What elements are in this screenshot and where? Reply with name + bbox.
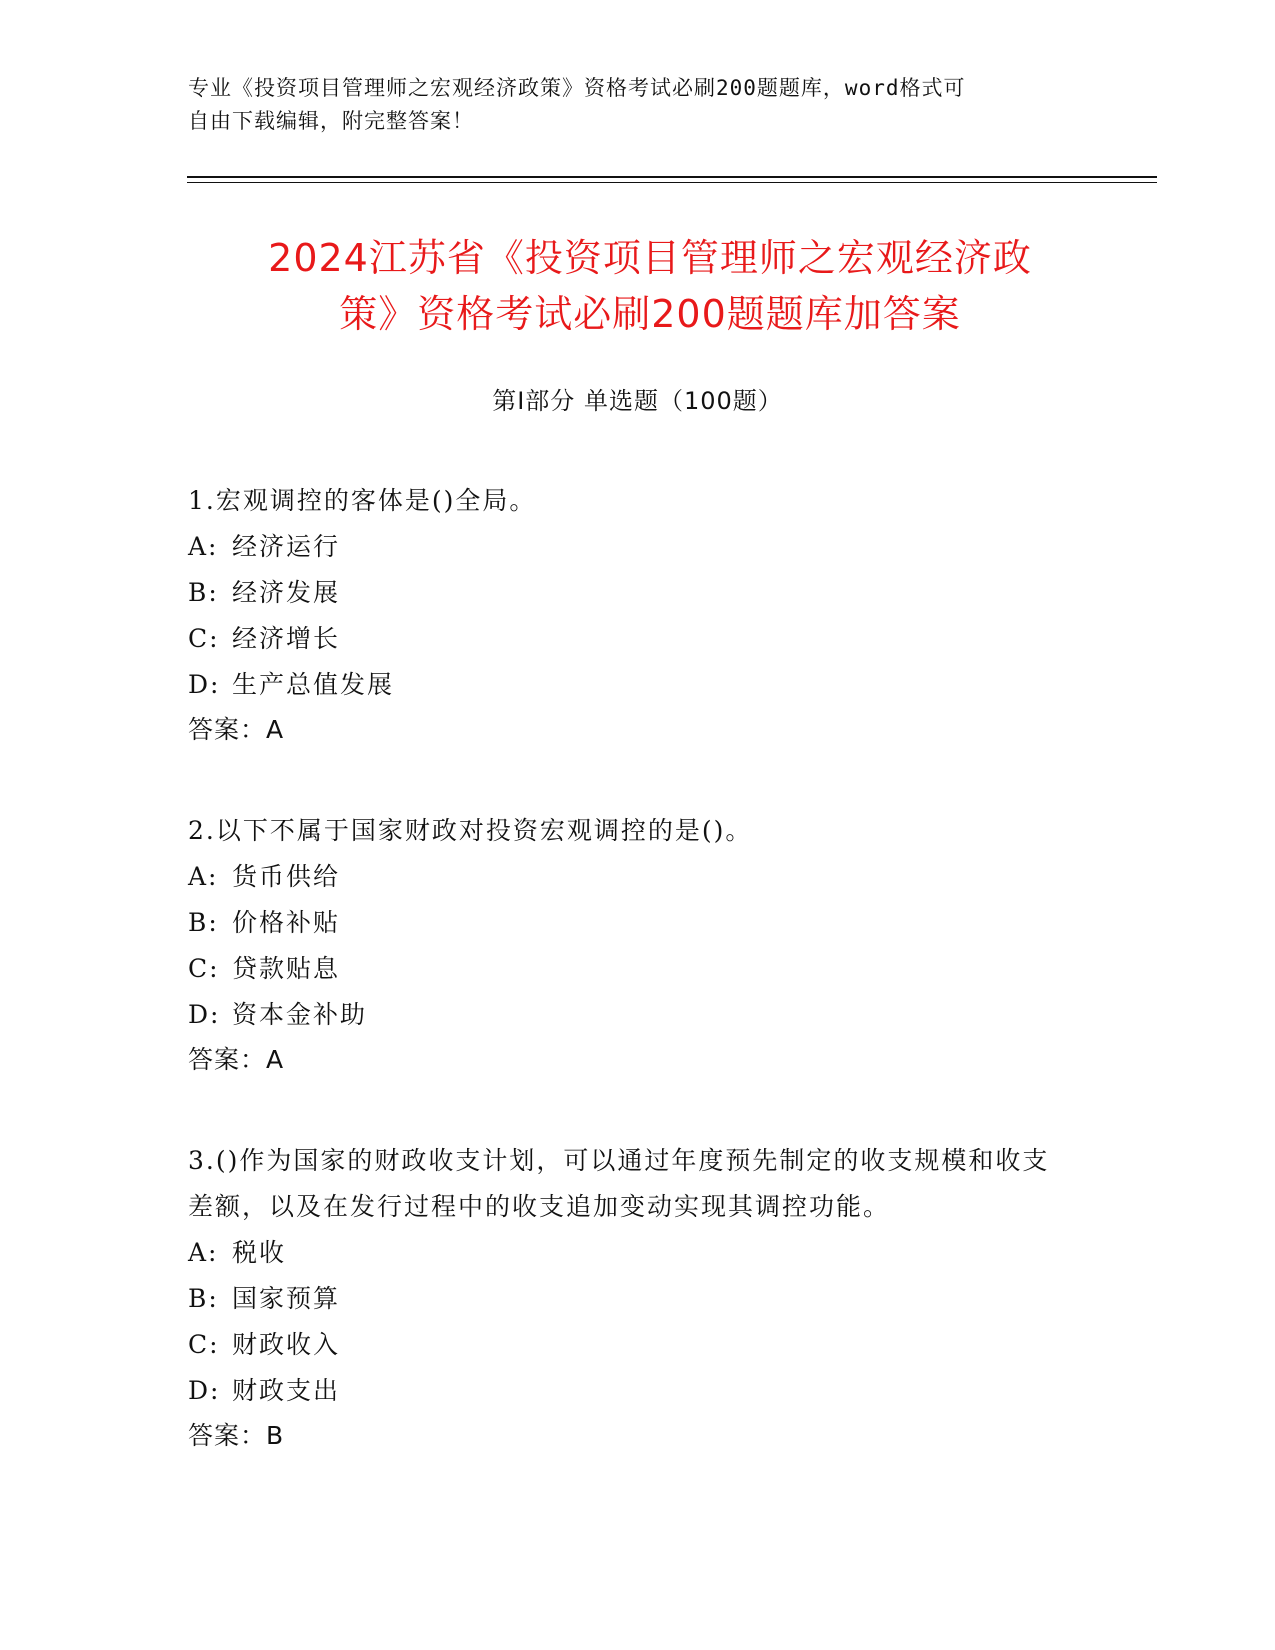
option-d: [188, 992, 1068, 1038]
option-key: C:: [188, 1330, 220, 1359]
answer-line: 答案：A: [188, 1045, 285, 1074]
option-text: 经济发展: [232, 578, 341, 607]
option-c: [188, 946, 1068, 992]
question-stem: 2.以下不属于国家财政对投资宏观调控的是()。: [188, 816, 753, 845]
option-text: 税收: [232, 1238, 287, 1267]
option-key: B:: [188, 908, 219, 937]
option-text: 经济增长: [232, 624, 341, 653]
answer-line: 答案：B: [188, 1421, 285, 1450]
option-key: B:: [188, 1284, 219, 1313]
question-stem: 1.宏观调控的客体是()全局。: [188, 486, 537, 515]
question-2: [188, 808, 1068, 1082]
document-intro: [188, 72, 1068, 138]
answer-line: 答案：A: [188, 715, 285, 744]
option-key: C:: [188, 624, 220, 653]
option-text: 生产总值发展: [232, 670, 395, 699]
option-text: 经济运行: [232, 532, 341, 561]
option-d: [188, 662, 1068, 708]
section-heading: 第Ⅰ部分 单选题（100题）: [492, 387, 783, 415]
option-a: [188, 1230, 1068, 1276]
option-a: [188, 524, 1068, 570]
option-d: [188, 1368, 1068, 1414]
intro-line-2: 自由下载编辑，附完整答案！: [188, 109, 474, 133]
option-text: 贷款贴息: [232, 954, 341, 983]
title-line-2: 策》资格考试必刷200题题库加答案: [339, 292, 961, 336]
option-b: [188, 570, 1068, 616]
option-text: 国家预算: [232, 1284, 341, 1313]
document-title: [150, 230, 1150, 342]
header-rule-thick: [187, 176, 1157, 178]
header-rule-thin: [187, 182, 1157, 183]
option-key: B:: [188, 578, 219, 607]
option-c: [188, 1322, 1068, 1368]
option-key: D:: [188, 670, 221, 699]
option-text: 财政收入: [232, 1330, 341, 1359]
option-a: [188, 854, 1068, 900]
option-key: A:: [188, 1238, 219, 1267]
option-text: 财政支出: [232, 1376, 341, 1405]
option-b: [188, 1276, 1068, 1322]
option-text: 价格补贴: [232, 908, 341, 937]
option-c: [188, 616, 1068, 662]
option-key: C:: [188, 954, 220, 983]
title-line-1: 2024江苏省《投资项目管理师之宏观经济政: [268, 236, 1032, 280]
option-key: A:: [188, 862, 219, 891]
question-1: [188, 478, 1068, 752]
option-key: D:: [188, 1000, 221, 1029]
question-list: [188, 478, 1068, 1514]
question-3: [188, 1138, 1068, 1458]
intro-line-1: 专业《投资项目管理师之宏观经济政策》资格考试必刷200题题库，word格式可: [188, 76, 966, 100]
option-key: D:: [188, 1376, 221, 1405]
option-text: 货币供给: [232, 862, 341, 891]
question-stem: 3.()作为国家的财政收支计划，可以通过年度预先制定的收支规模和收支差额，以及在发行过程中的收支追加变动实现其调控功能。: [188, 1146, 1050, 1221]
option-key: A:: [188, 532, 219, 561]
option-text: 资本金补助: [232, 1000, 368, 1029]
option-b: [188, 900, 1068, 946]
